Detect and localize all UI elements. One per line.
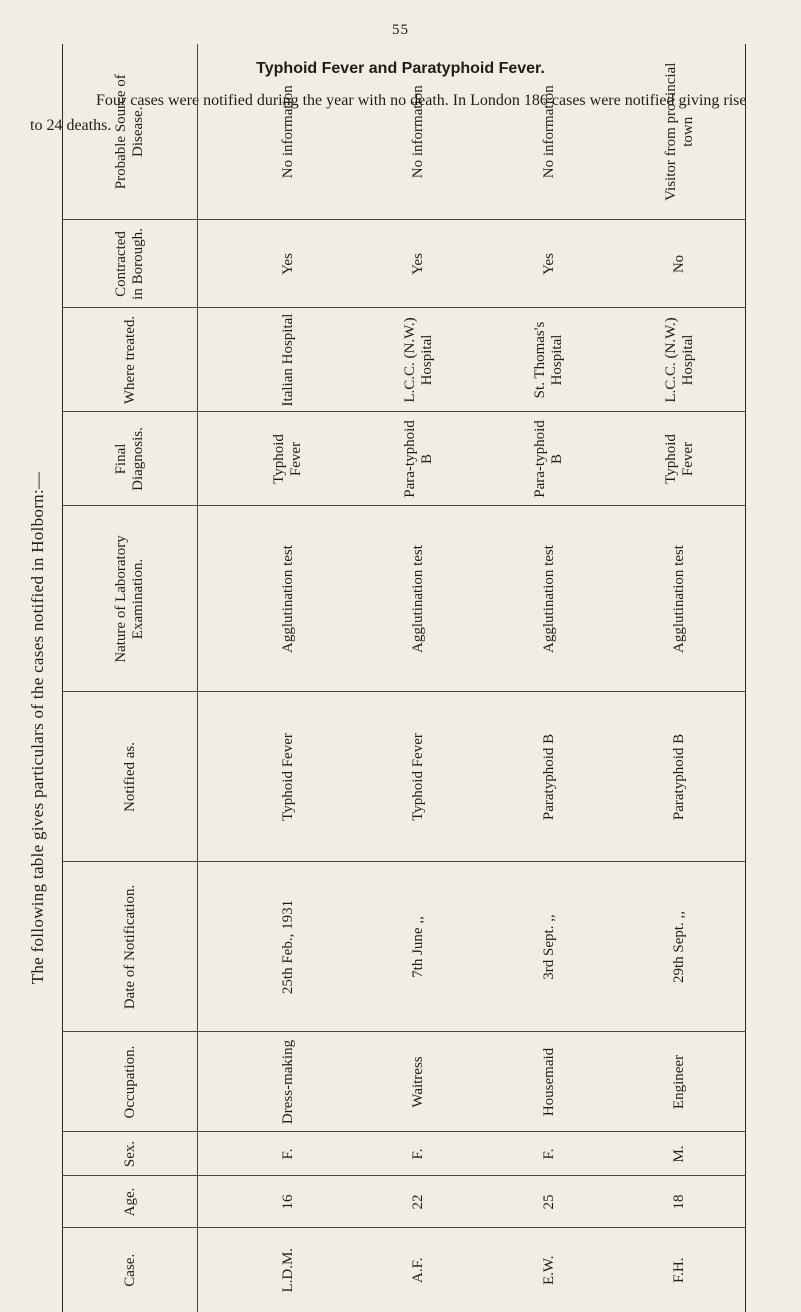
cell-age: 25 xyxy=(484,1176,614,1228)
table-row xyxy=(223,44,353,1312)
header-notified-as: Notified as. xyxy=(63,692,198,862)
cell-lab-exam: Agglutination test xyxy=(484,506,614,692)
header-occupation: Occupation. xyxy=(63,1032,198,1132)
cell-where-treated: L.C.C. (N.W.) Hospital xyxy=(354,308,484,412)
cell-case: E.W. xyxy=(484,1228,614,1312)
cell-final-diagnosis: Para-typhoid B xyxy=(354,412,484,506)
header-date: Date of Notification. xyxy=(63,862,198,1032)
cell-occupation: Housemaid xyxy=(484,1032,614,1132)
cell-case: F.H. xyxy=(614,1228,745,1312)
cell-sex: F. xyxy=(354,1132,484,1176)
header-final-diagnosis: Final Diagnosis. xyxy=(63,412,198,506)
cell-source: No information xyxy=(223,44,353,220)
cell-date: 25th Feb., 1931 xyxy=(223,862,353,1032)
cell-occupation: Waitress xyxy=(354,1032,484,1132)
header-age: Age. xyxy=(63,1176,198,1228)
cell-age: 22 xyxy=(354,1176,484,1228)
cell-notified-as: Typhoid Fever xyxy=(354,692,484,862)
cell-lab-exam: Agglutination test xyxy=(354,506,484,692)
cell-lab-exam: Agglutination test xyxy=(223,506,353,692)
cell-notified-as: Paratyphoid B xyxy=(614,692,745,862)
cell-sex: M. xyxy=(614,1132,745,1176)
cell-final-diagnosis: Para-typhoid B xyxy=(484,412,614,506)
cell-date: 7th June ,, xyxy=(354,862,484,1032)
section-heading: Typhoid Fever and Paratyphoid Fever. xyxy=(256,60,545,77)
intro-paragraph: Four cases were notified during the year with no death. In London 186 cases were notified giving rise to 24 deaths. xyxy=(30,92,747,134)
header-source: Probable Source of Disease. xyxy=(63,44,198,220)
header-case: Case. xyxy=(63,1228,198,1312)
cell-occupation: Dress-making xyxy=(223,1032,353,1132)
cell-contracted: Yes xyxy=(223,220,353,308)
cell-sex: F. xyxy=(484,1132,614,1176)
cell-sex: F. xyxy=(223,1132,353,1176)
header-sex: Sex. xyxy=(63,1132,198,1176)
cell-lab-exam: Agglutination test xyxy=(614,506,745,692)
table-spacer-row xyxy=(198,44,224,1312)
cell-contracted: Yes xyxy=(484,220,614,308)
cell-notified-as: Typhoid Fever xyxy=(223,692,353,862)
cell-where-treated: L.C.C. (N.W.) Hospital xyxy=(614,308,745,412)
cell-source: Visitor from provincial town xyxy=(614,44,745,220)
page-number: 55 xyxy=(392,22,409,38)
table-row xyxy=(484,44,614,1312)
cell-where-treated: Italian Hospital xyxy=(223,308,353,412)
cases-table xyxy=(62,44,746,1312)
header-lab-exam: Nature of Laboratory Examination. xyxy=(63,506,198,692)
table-row xyxy=(354,44,484,1312)
cell-source: No information xyxy=(354,44,484,220)
cell-occupation: Engineer xyxy=(614,1032,745,1132)
cell-notified-as: Paratyphoid B xyxy=(484,692,614,862)
cell-where-treated: St. Thomas's Hospital xyxy=(484,308,614,412)
table-header-row xyxy=(63,44,198,1312)
cell-contracted: No xyxy=(614,220,745,308)
cell-contracted: Yes xyxy=(354,220,484,308)
cell-age: 18 xyxy=(614,1176,745,1228)
cell-case: A.F. xyxy=(354,1228,484,1312)
table-row xyxy=(614,44,745,1312)
cell-final-diagnosis: Typhoid Fever xyxy=(614,412,745,506)
cell-case: L.D.M. xyxy=(223,1228,353,1312)
cell-final-diagnosis: Typhoid Fever xyxy=(223,412,353,506)
table-caption: The following table gives particulars of the cases notified in Holborn:— xyxy=(28,471,47,985)
cell-source: No information xyxy=(484,44,614,220)
cell-age: 16 xyxy=(223,1176,353,1228)
header-where-treated: Where treated. xyxy=(63,308,198,412)
cell-date: 3rd Sept. ,, xyxy=(484,862,614,1032)
cell-date: 29th Sept. ,, xyxy=(614,862,745,1032)
header-contracted: Contracted in Borough. xyxy=(63,220,198,308)
